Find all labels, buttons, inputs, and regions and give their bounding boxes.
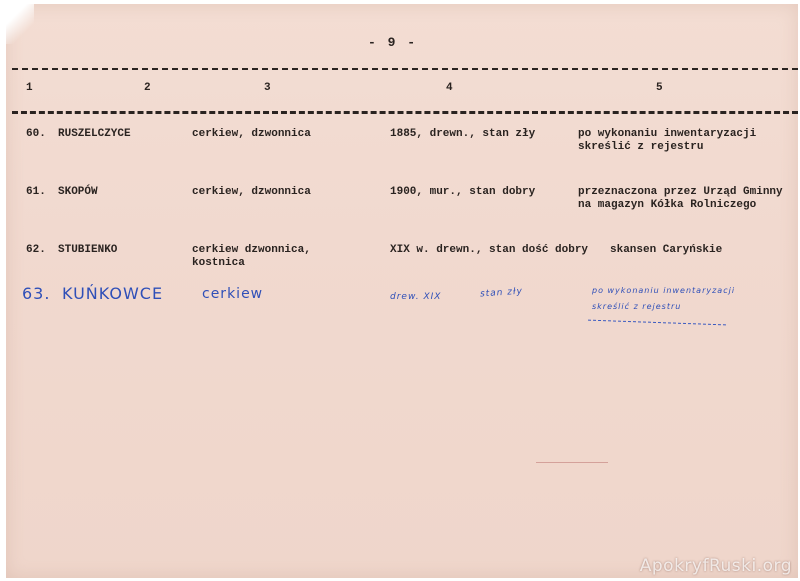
faint-pencil-mark	[536, 462, 608, 463]
row-object: cerkiew, dzwonnica	[192, 128, 311, 140]
row-object: cerkiew, dzwonnica	[192, 186, 311, 198]
column-header-4: 4	[446, 82, 453, 94]
row-state: 1900, mur., stan dobry	[390, 186, 536, 198]
row-object-line-2: kostnica	[192, 257, 245, 269]
row-number: 62.	[26, 244, 46, 256]
page-number: - 9 -	[368, 35, 418, 50]
row-state: 1885, drewn., stan zły	[390, 128, 536, 140]
row-place: RUSZELCZYCE	[58, 128, 131, 140]
folded-corner	[6, 4, 34, 44]
handwritten-object: cerkiew	[202, 286, 264, 302]
table-top-rule	[12, 68, 798, 70]
row-notes-line-2: na magazyn Kółka Rolniczego	[578, 199, 757, 211]
table-header-rule	[12, 111, 798, 114]
row-object-line-1: cerkiew dzwonnica,	[192, 244, 311, 256]
handwritten-state-a: drew. XIX	[390, 292, 442, 302]
row-notes-line-2: skreślić z rejestru	[578, 141, 704, 153]
handwritten-underline	[588, 320, 726, 326]
handwritten-notes-line-2: skreślić z rejestru	[592, 302, 682, 311]
column-header-5: 5	[656, 82, 663, 94]
column-header-1: 1	[26, 82, 33, 94]
column-header-2: 2	[144, 82, 151, 94]
row-number: 61.	[26, 186, 46, 198]
handwritten-notes-line-1: po wykonaniu inwentaryzacji	[592, 286, 736, 295]
column-header-3: 3	[264, 82, 271, 94]
handwritten-state-b: stan zły	[479, 286, 524, 300]
watermark: ApokryfRuski.org	[639, 556, 792, 576]
handwritten-place: KUŃKOWCE	[62, 284, 164, 303]
row-state: XIX w. drewn., stan dość dobry	[390, 244, 589, 256]
row-notes-line-1: przeznaczona przez Urząd Gminny	[578, 186, 783, 198]
row-place: SKOPÓW	[58, 186, 98, 198]
document-sheet	[6, 4, 798, 578]
row-notes-line-1: po wykonaniu inwentaryzacji	[578, 128, 757, 140]
handwritten-number: 63.	[22, 284, 51, 303]
row-number: 60.	[26, 128, 46, 140]
row-notes-line-1: skansen Caryńskie	[610, 244, 723, 256]
row-place: STUBIENKO	[58, 244, 118, 256]
